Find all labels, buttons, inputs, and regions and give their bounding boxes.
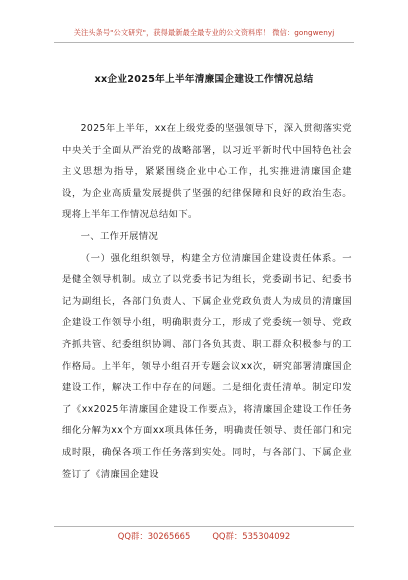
- document-title: xx企业2025年上半年清廉国企建设工作情况总结: [94, 74, 314, 85]
- footer-contact: [0, 530, 408, 542]
- header-banner: 关注头条号"公文研究"，获得最新最全最专业的公文资料库！ 微信：gongwenyj: [73, 28, 335, 37]
- document-body: [62, 118, 352, 485]
- section-heading-work-status: 一、工作开展情况: [80, 230, 159, 242]
- footer-divider: [54, 526, 354, 527]
- header-divider: [54, 42, 354, 43]
- paragraph-intro: 2025年上半年，xx在上级党委的坚强领导下，深入贯彻落实党中央关于全面从严治党的战略部署，以习近平新时代中国特色社会主义思想为指导，紧紧围绕企业中心工作，扎实推进清廉国企建设，为企业高质量发展提供了坚强的纪律保障和良好的政治生态。现将上半年工作情况总结如下。: [62, 123, 352, 221]
- footer-qq-group-2: QQ群：535304092: [212, 531, 291, 541]
- footer-qq-group-1: QQ群：30265665: [117, 531, 191, 541]
- paragraph-organization-leadership: （一）强化组织领导，构建全方位清廉国企建设责任体系。一是健全领导机制。成立了以党委书记为组长，党委副书记、纪委书记为副组长，各部门负责人、下属企业党政负责人为成员的清廉国企建设工作领导小组，明确职责分工，形成了党委统一领导、党政齐抓共管、纪委组织协调、部门各负其责、职工群众积极参与的工作格局。上半年，领导小组召开专题会议xx次，研究部署清廉国企建设工作，解决工作中存在的问题。二是细化责任清单。制定印发了《xx2025年清廉国企建设工作要点》，将清廉国企建设工作任务细化分解为xx个方面xx项具体任务，明确责任领导、责任部门和完成时限，确保各项工作任务落到实处。同时，与各部门、下属企业签订了《清廉国企建设: [62, 252, 352, 480]
